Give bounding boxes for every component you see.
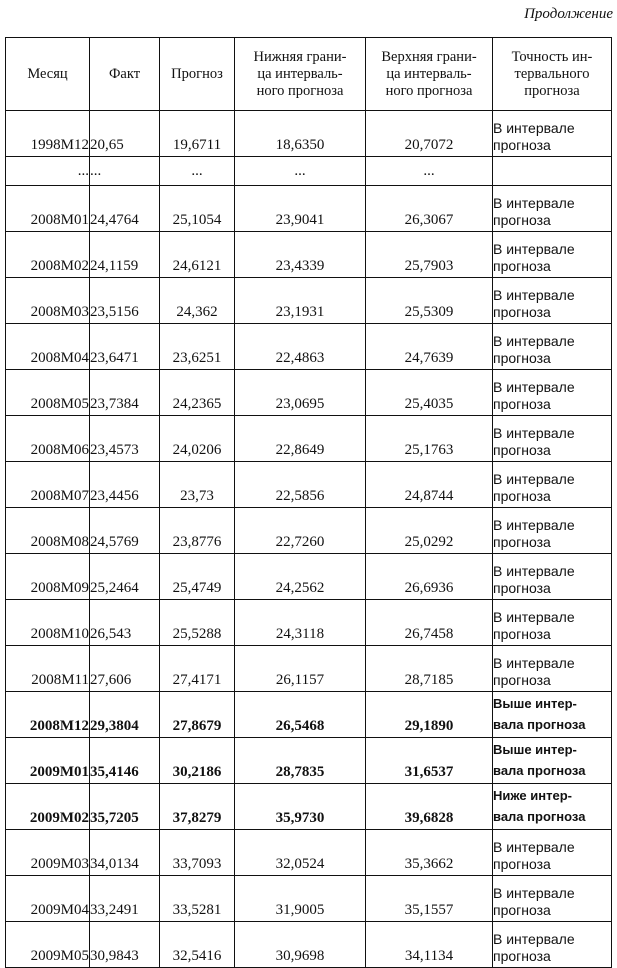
lower-bound-cell: 28,7835 bbox=[235, 738, 366, 784]
table-row bbox=[6, 232, 612, 278]
upper-bound-cell: 25,1763 bbox=[366, 416, 493, 462]
table-row bbox=[6, 324, 612, 370]
header-month: Месяц bbox=[6, 38, 90, 111]
accuracy-text: В интервале bbox=[493, 379, 575, 395]
lower-bound-cell: 22,5856 bbox=[235, 462, 366, 508]
fact-cell: 23,4573 bbox=[90, 416, 160, 462]
fact-cell: 23,4456 bbox=[90, 462, 160, 508]
accuracy-cell bbox=[493, 692, 612, 738]
table-row bbox=[6, 692, 612, 738]
month-cell: 2008M02 bbox=[6, 232, 90, 278]
accuracy-text: прогноза bbox=[493, 856, 551, 872]
fact-cell: 30,9843 bbox=[90, 922, 160, 968]
forecast-cell: 24,0206 bbox=[160, 416, 235, 462]
accuracy-text: прогноза bbox=[493, 258, 551, 274]
upper-bound-cell: 25,7903 bbox=[366, 232, 493, 278]
table-row bbox=[6, 508, 612, 554]
fact-cell: 23,7384 bbox=[90, 370, 160, 416]
accuracy-text: В интервале bbox=[493, 120, 575, 136]
header-lower-bound: Нижняя грани- ца интерваль- ного прогноза bbox=[235, 38, 366, 111]
fact-cell: 35,4146 bbox=[90, 738, 160, 784]
lower-bound-cell: 22,8649 bbox=[235, 416, 366, 462]
forecast-cell: 23,8776 bbox=[160, 508, 235, 554]
accuracy-text: прогноза bbox=[493, 396, 551, 412]
table-row bbox=[6, 370, 612, 416]
upper-bound-cell: 25,4035 bbox=[366, 370, 493, 416]
forecast-cell: 32,5416 bbox=[160, 922, 235, 968]
accuracy-text: прогноза bbox=[493, 948, 551, 964]
accuracy-cell bbox=[493, 600, 612, 646]
accuracy-cell bbox=[493, 157, 612, 186]
accuracy-text: Ниже интер- bbox=[493, 788, 572, 803]
table-row bbox=[6, 738, 612, 784]
lower-bound-cell: 23,0695 bbox=[235, 370, 366, 416]
table-row bbox=[6, 600, 612, 646]
month-cell: 2009M01 bbox=[6, 738, 90, 784]
accuracy-text: прогноза bbox=[493, 488, 551, 504]
accuracy-text: В интервале bbox=[493, 287, 575, 303]
table-row bbox=[6, 157, 612, 186]
accuracy-text: В интервале bbox=[493, 471, 575, 487]
lower-bound-cell: 24,2562 bbox=[235, 554, 366, 600]
forecast-table bbox=[5, 37, 612, 968]
accuracy-cell bbox=[493, 876, 612, 922]
month-cell: 2009M04 bbox=[6, 876, 90, 922]
lower-bound-cell: 35,9730 bbox=[235, 784, 366, 830]
forecast-cell: 24,362 bbox=[160, 278, 235, 324]
lower-bound-cell: 18,6350 bbox=[235, 111, 366, 157]
forecast-cell: 25,4749 bbox=[160, 554, 235, 600]
accuracy-text: вала прогноза bbox=[493, 809, 586, 824]
accuracy-text: Выше интер- bbox=[493, 742, 577, 757]
forecast-cell: 24,6121 bbox=[160, 232, 235, 278]
accuracy-text: прогноза bbox=[493, 350, 551, 366]
accuracy-text: прогноза bbox=[493, 212, 551, 228]
accuracy-cell bbox=[493, 784, 612, 830]
upper-bound-cell: 35,3662 bbox=[366, 830, 493, 876]
accuracy-cell bbox=[493, 830, 612, 876]
accuracy-text: В интервале bbox=[493, 931, 575, 947]
accuracy-text: прогноза bbox=[493, 534, 551, 550]
upper-bound-cell: 24,8744 bbox=[366, 462, 493, 508]
upper-bound-cell: 39,6828 bbox=[366, 784, 493, 830]
header-row bbox=[6, 38, 612, 111]
forecast-cell: 27,4171 bbox=[160, 646, 235, 692]
forecast-cell: 37,8279 bbox=[160, 784, 235, 830]
upper-bound-cell: 24,7639 bbox=[366, 324, 493, 370]
accuracy-text: прогноза bbox=[493, 672, 551, 688]
month-cell: 2008M03 bbox=[6, 278, 90, 324]
continuation-label: Продолжение bbox=[524, 6, 613, 22]
accuracy-cell bbox=[493, 508, 612, 554]
month-cell: 2008M07 bbox=[6, 462, 90, 508]
accuracy-text: прогноза bbox=[493, 137, 551, 153]
accuracy-text: В интервале bbox=[493, 425, 575, 441]
upper-bound-cell: 20,7072 bbox=[366, 111, 493, 157]
accuracy-text: В интервале bbox=[493, 333, 575, 349]
lower-bound-cell: 24,3118 bbox=[235, 600, 366, 646]
accuracy-text: вала прогноза bbox=[493, 717, 586, 732]
accuracy-text: В интервале bbox=[493, 517, 575, 533]
table-row bbox=[6, 111, 612, 157]
fact-cell: 23,5156 bbox=[90, 278, 160, 324]
upper-bound-cell: 25,5309 bbox=[366, 278, 493, 324]
upper-bound-cell: 25,0292 bbox=[366, 508, 493, 554]
fact-cell: 20,65 bbox=[90, 111, 160, 157]
month-cell: 2008M04 bbox=[6, 324, 90, 370]
table-row bbox=[6, 830, 612, 876]
accuracy-text: В интервале bbox=[493, 655, 575, 671]
accuracy-cell bbox=[493, 232, 612, 278]
forecast-cell: 24,2365 bbox=[160, 370, 235, 416]
forecast-cell: 33,5281 bbox=[160, 876, 235, 922]
accuracy-text: прогноза bbox=[493, 442, 551, 458]
forecast-cell: 23,73 bbox=[160, 462, 235, 508]
fact-cell: 25,2464 bbox=[90, 554, 160, 600]
accuracy-text: В интервале bbox=[493, 195, 575, 211]
accuracy-cell bbox=[493, 370, 612, 416]
table-row bbox=[6, 922, 612, 968]
accuracy-cell bbox=[493, 554, 612, 600]
month-cell: 2008M11 bbox=[6, 646, 90, 692]
fact-cell: 26,543 bbox=[90, 600, 160, 646]
month-cell: 2008M05 bbox=[6, 370, 90, 416]
lower-bound-cell: 26,5468 bbox=[235, 692, 366, 738]
forecast-cell: 27,8679 bbox=[160, 692, 235, 738]
forecast-cell: 25,5288 bbox=[160, 600, 235, 646]
upper-bound-cell: 34,1134 bbox=[366, 922, 493, 968]
lower-bound-cell: 30,9698 bbox=[235, 922, 366, 968]
accuracy-text: В интервале bbox=[493, 563, 575, 579]
header-upper-bound: Верхняя грани- ца интерваль- ного прогноза bbox=[366, 38, 493, 111]
accuracy-text: В интервале bbox=[493, 609, 575, 625]
lower-bound-cell: ... bbox=[235, 157, 366, 186]
lower-bound-cell: 22,7260 bbox=[235, 508, 366, 554]
accuracy-text: В интервале bbox=[493, 839, 575, 855]
accuracy-cell bbox=[493, 646, 612, 692]
accuracy-text: прогноза bbox=[493, 580, 551, 596]
month-cell: 2008M09 bbox=[6, 554, 90, 600]
table-body bbox=[6, 111, 612, 968]
month-cell: 2008M10 bbox=[6, 600, 90, 646]
forecast-cell: 25,1054 bbox=[160, 186, 235, 232]
fact-cell: 23,6471 bbox=[90, 324, 160, 370]
forecast-cell: 19,6711 bbox=[160, 111, 235, 157]
table-row bbox=[6, 554, 612, 600]
accuracy-text: прогноза bbox=[493, 902, 551, 918]
lower-bound-cell: 22,4863 bbox=[235, 324, 366, 370]
upper-bound-cell: 26,3067 bbox=[366, 186, 493, 232]
upper-bound-cell: 26,7458 bbox=[366, 600, 493, 646]
fact-cell: 33,2491 bbox=[90, 876, 160, 922]
table-row bbox=[6, 876, 612, 922]
accuracy-text: прогноза bbox=[493, 304, 551, 320]
header-fact: Факт bbox=[90, 38, 160, 111]
upper-bound-cell: 35,1557 bbox=[366, 876, 493, 922]
month-cell: 1998M12 bbox=[6, 111, 90, 157]
accuracy-cell bbox=[493, 416, 612, 462]
upper-bound-cell: 29,1890 bbox=[366, 692, 493, 738]
fact-cell: 24,1159 bbox=[90, 232, 160, 278]
month-cell: 2008M12 bbox=[6, 692, 90, 738]
fact-cell: 34,0134 bbox=[90, 830, 160, 876]
accuracy-text: прогноза bbox=[493, 626, 551, 642]
accuracy-text: В интервале bbox=[493, 885, 575, 901]
forecast-cell: 30,2186 bbox=[160, 738, 235, 784]
header-accuracy: Точность ин- тервального прогноза bbox=[493, 38, 612, 111]
month-cell: 2009M05 bbox=[6, 922, 90, 968]
table-row bbox=[6, 784, 612, 830]
lower-bound-cell: 32,0524 bbox=[235, 830, 366, 876]
accuracy-text: вала прогноза bbox=[493, 763, 586, 778]
lower-bound-cell: 26,1157 bbox=[235, 646, 366, 692]
fact-cell: 35,7205 bbox=[90, 784, 160, 830]
month-cell: 2008M01 bbox=[6, 186, 90, 232]
table-row bbox=[6, 278, 612, 324]
month-cell: 2008M06 bbox=[6, 416, 90, 462]
accuracy-cell bbox=[493, 462, 612, 508]
accuracy-cell bbox=[493, 186, 612, 232]
fact-cell: 29,3804 bbox=[90, 692, 160, 738]
accuracy-cell bbox=[493, 922, 612, 968]
forecast-cell: 33,7093 bbox=[160, 830, 235, 876]
fact-cell: 27,606 bbox=[90, 646, 160, 692]
accuracy-cell bbox=[493, 278, 612, 324]
fact-cell: ... bbox=[90, 157, 160, 186]
table-row bbox=[6, 186, 612, 232]
month-cell: ... bbox=[6, 157, 90, 186]
upper-bound-cell: 28,7185 bbox=[366, 646, 493, 692]
accuracy-text: Выше интер- bbox=[493, 696, 577, 711]
forecast-cell: 23,6251 bbox=[160, 324, 235, 370]
lower-bound-cell: 23,4339 bbox=[235, 232, 366, 278]
forecast-cell: ... bbox=[160, 157, 235, 186]
table-row bbox=[6, 416, 612, 462]
header-forecast: Прогноз bbox=[160, 38, 235, 111]
table-row bbox=[6, 462, 612, 508]
lower-bound-cell: 23,9041 bbox=[235, 186, 366, 232]
month-cell: 2009M02 bbox=[6, 784, 90, 830]
lower-bound-cell: 23,1931 bbox=[235, 278, 366, 324]
accuracy-cell bbox=[493, 738, 612, 784]
accuracy-cell bbox=[493, 324, 612, 370]
accuracy-cell bbox=[493, 111, 612, 157]
month-cell: 2009M03 bbox=[6, 830, 90, 876]
fact-cell: 24,4764 bbox=[90, 186, 160, 232]
accuracy-text: В интервале bbox=[493, 241, 575, 257]
upper-bound-cell: 26,6936 bbox=[366, 554, 493, 600]
upper-bound-cell: ... bbox=[366, 157, 493, 186]
fact-cell: 24,5769 bbox=[90, 508, 160, 554]
lower-bound-cell: 31,9005 bbox=[235, 876, 366, 922]
month-cell: 2008M08 bbox=[6, 508, 90, 554]
upper-bound-cell: 31,6537 bbox=[366, 738, 493, 784]
table-row bbox=[6, 646, 612, 692]
